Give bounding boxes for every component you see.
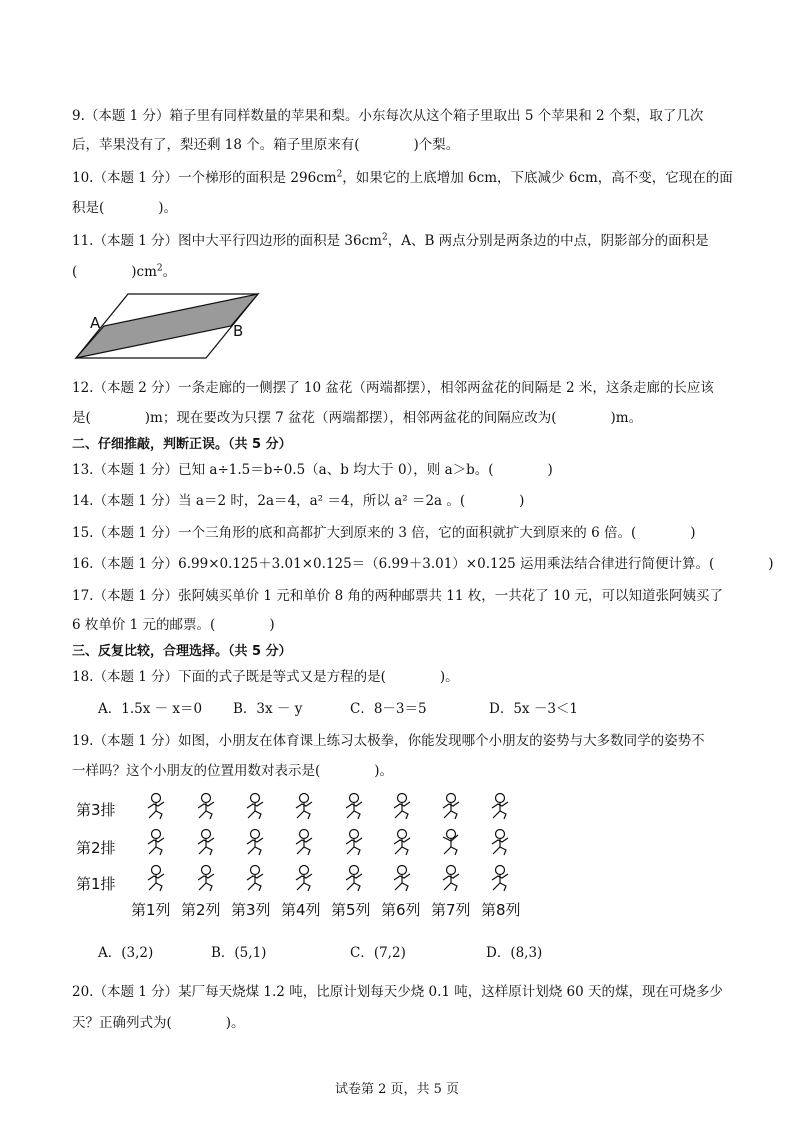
section-2-heading: 二、仔细推敲，判断正误。（共 5 分） xyxy=(72,437,292,452)
stick-figure xyxy=(346,794,362,820)
q19-line2: 一样吗？这个小朋友的位置用数对表示是( )。 xyxy=(72,763,394,779)
q12-line2: 是( )m；现在要改为只摆 7 盆花（两端都摆），相邻两盆花的间隔应改为( )m。 xyxy=(72,410,643,426)
stick-figure xyxy=(148,830,164,856)
stick-figure xyxy=(148,794,164,820)
section-3-heading: 三、反复比较，合理选择。（共 5 分） xyxy=(72,644,292,659)
q11-line1: 11.（本题 1 分）图中大平行四边形的面积是 $36cm^2$，A、B 两点分别是两条边的中点，阴影部分的面积是 xyxy=(72,232,709,249)
column-label-6: 第6列 xyxy=(381,901,421,919)
stick-figure xyxy=(247,866,263,892)
q17-line1: 17.（本题 1 分）张阿姨买单价 1 元和单价 8 角的两种邮票共 11 枚，一共花了 10 元，可以知道张阿姨买了 xyxy=(72,588,724,604)
q11-line2: ( )$cm^2$。 xyxy=(72,263,177,280)
column-label-2: 第2列 xyxy=(181,901,221,919)
row-label-1: 第1排 xyxy=(76,875,116,893)
page-footer: 试卷第 2 页，共 5 页 xyxy=(334,1082,460,1097)
q16: 16.（本题 1 分）6.99×0.125＋3.01×0.125＝（6.99＋3.01）×0.125 运用乘法结合律进行简便计算。( ) xyxy=(72,556,774,572)
stick-figure xyxy=(247,830,263,856)
point-a-label: A xyxy=(90,314,101,332)
stick-figure xyxy=(198,794,214,820)
q9-line1: 9.（本题 1 分）箱子里有同样数量的苹果和梨。小东每次从这个箱子里取出 5 个苹果和 2 个梨，取了几次 xyxy=(72,108,704,124)
column-label-7: 第7列 xyxy=(431,901,471,919)
q17-line2: 6 枚单价 1 元的邮票。( ) xyxy=(72,617,275,633)
stick-figure xyxy=(148,866,164,892)
q18-stem: 18.（本题 1 分）下面的式子既是等式又是方程的是( )。 xyxy=(72,669,459,685)
column-label-3: 第3列 xyxy=(231,901,271,919)
row-label-3: 第3排 xyxy=(76,801,116,819)
q20-line2: 天？正确列式为( )。 xyxy=(72,1015,245,1031)
column-label-5: 第5列 xyxy=(331,901,371,919)
point-b-label: B xyxy=(233,322,244,340)
q10-line1: 10.（本题 1 分）一个梯形的面积是 $296cm^2$，如果它的上底增加 6cm，下底减少 6cm，高不变，它现在的面 xyxy=(72,169,733,186)
column-label-1: 第1列 xyxy=(131,901,171,919)
stick-figure xyxy=(443,794,459,820)
q19-option-b: B．(5,1) xyxy=(211,945,267,961)
q14: 14.（本题 1 分）当 a＝2 时，2a＝4，a² ＝4，所以 a² ＝2a 。( ) xyxy=(72,493,525,509)
stick-figure xyxy=(346,866,362,892)
q18-option-c: C．8－3＝5 xyxy=(350,701,427,717)
column-label-4: 第4列 xyxy=(281,901,321,919)
stick-figure xyxy=(247,794,263,820)
stick-figure xyxy=(346,830,362,856)
q18-option-a: A．1.5x － x＝0 xyxy=(98,701,203,717)
stick-figure xyxy=(443,830,458,856)
q18-option-b: B．3x － y xyxy=(233,701,303,717)
q19-option-c: C．(7,2) xyxy=(350,945,406,961)
q12-line1: 12.（本题 2 分）一条走廊的一侧摆了 10 盆花（两端都摆），相邻两盆花的间隔是 2 米，这条走廊的长应该 xyxy=(72,380,714,396)
stick-figure xyxy=(296,830,312,856)
stick-figure-grid xyxy=(130,790,530,900)
q15: 15.（本题 1 分）一个三角形的底和高都扩大到原来的 3 倍，它的面积就扩大到原来的 6 倍。( ) xyxy=(72,525,696,541)
stick-figure xyxy=(198,866,214,892)
row-label-2: 第2排 xyxy=(76,839,116,857)
q19-line1: 19.（本题 1 分）如图，小朋友在体育课上练习太极拳，你能发现哪个小朋友的姿势与大多数同学的姿势不 xyxy=(72,733,705,749)
stick-figure xyxy=(492,794,508,820)
stick-figure xyxy=(443,866,459,892)
q19-option-d: D．(8,3) xyxy=(486,945,543,961)
stick-figure xyxy=(394,830,410,856)
column-label-8: 第8列 xyxy=(481,901,521,919)
stick-figure xyxy=(492,830,508,856)
q19-option-a: A．(3,2) xyxy=(98,945,154,961)
stick-figure xyxy=(296,794,312,820)
q10-line2: 积是( )。 xyxy=(72,200,178,216)
stick-figure xyxy=(492,866,508,892)
stick-figure xyxy=(198,830,214,856)
stick-figure xyxy=(394,794,410,820)
q18-option-d: D．5x －3＜1 xyxy=(489,701,578,717)
stick-figure xyxy=(394,866,410,892)
stick-figure xyxy=(296,866,312,892)
q9-line2: 后，苹果没有了，梨还剩 18 个。箱子里原来有( )个梨。 xyxy=(72,137,460,153)
q20-line1: 20.（本题 1 分）某厂每天烧煤 1.2 吨，比原计划每天少烧 0.1 吨，这样原计划烧 60 天的煤，现在可烧多少 xyxy=(72,984,724,1000)
q13: 13.（本题 1 分）已知 a÷1.5＝b÷0.5（a、b 均大于 0），则 a＞b。( ) xyxy=(72,462,553,478)
